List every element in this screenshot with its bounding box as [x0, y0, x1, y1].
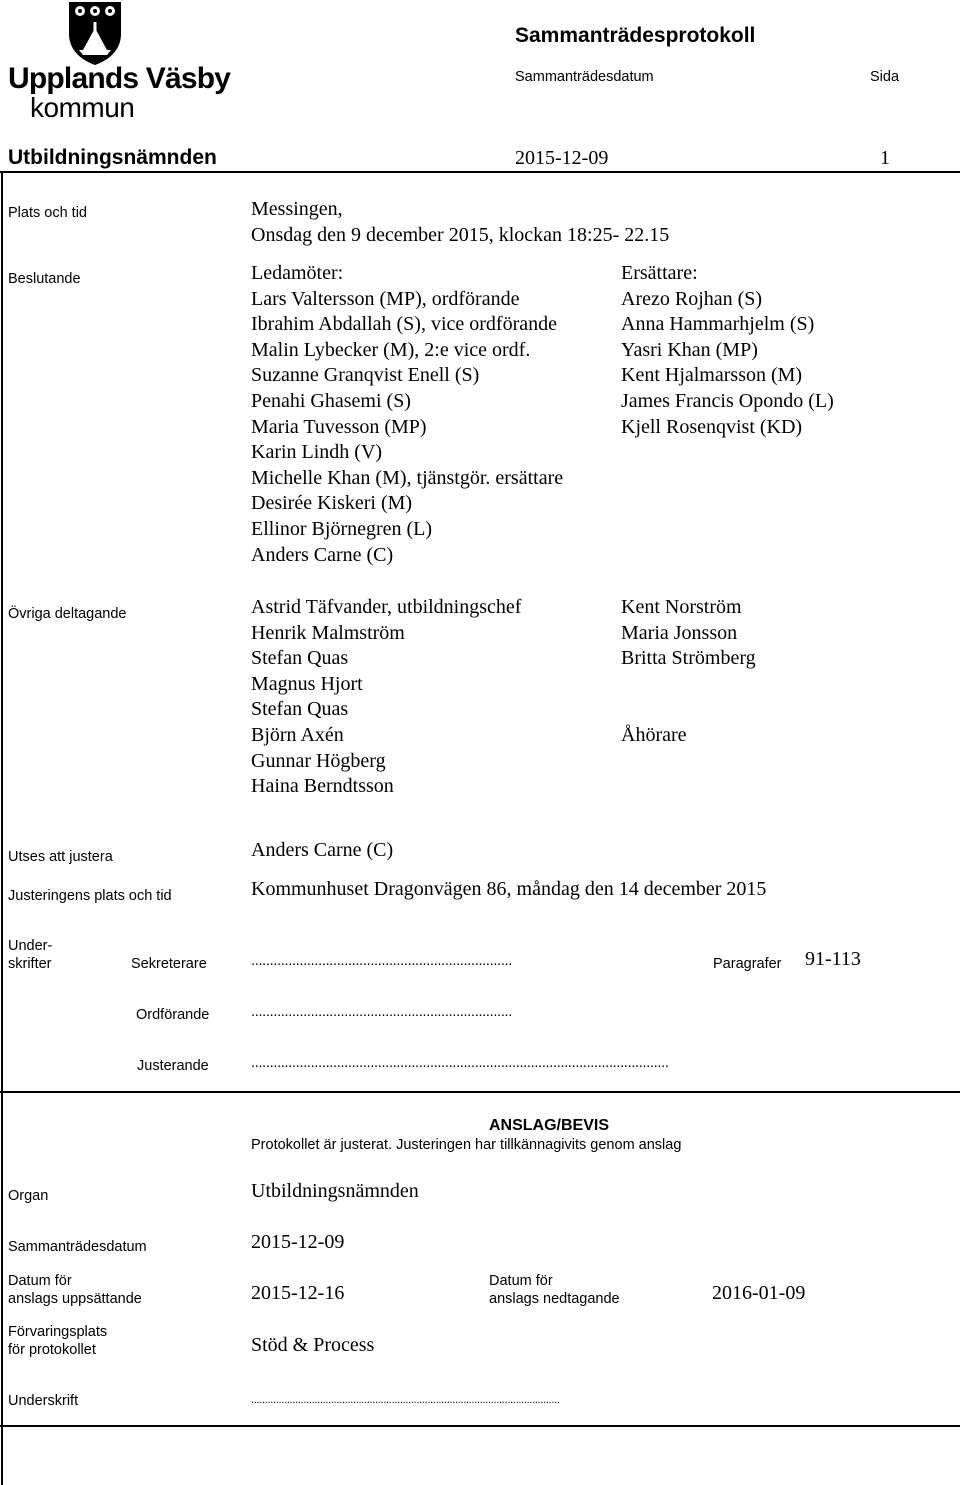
adjuster-chosen-label: Utses att justera — [8, 849, 113, 865]
posted-label-1: Datum för — [8, 1273, 72, 1289]
adjust-place-label: Justeringens plats och tid — [8, 888, 172, 904]
bottom-divider — [0, 1425, 960, 1427]
meeting-date: 2015-12-09 — [515, 147, 609, 169]
coat-of-arms-icon — [65, 0, 125, 66]
list-item: Ledamöter: — [251, 262, 344, 284]
notice-text: Protokollet är justerat. Justeringen har tillkännagivits genom anslag — [251, 1137, 682, 1153]
place-line: Messingen, — [251, 198, 343, 220]
list-item: Kent Norström — [621, 596, 742, 618]
removed-label-2: anslags nedtagande — [489, 1291, 620, 1307]
time-line: Onsdag den 9 december 2015, klockan 18:25- 22.15 — [251, 223, 670, 246]
removed-value: 2016-01-09 — [712, 1282, 806, 1304]
header-divider — [0, 171, 960, 173]
signature-label: Underskrift — [8, 1393, 79, 1409]
removed-label-1: Datum för — [489, 1273, 553, 1289]
list-item: Malin Lybecker (M), 2:e vice ordf. — [251, 338, 531, 361]
logo-subtitle: kommun — [30, 92, 135, 123]
list-item: Gunnar Högberg — [251, 749, 386, 772]
storage-label-2: för protokollet — [8, 1342, 96, 1358]
notice-date-value: 2015-12-09 — [251, 1231, 345, 1253]
notice-date-label: Sammanträdesdatum — [8, 1239, 147, 1255]
list-item: Suzanne Granqvist Enell (S) — [251, 364, 480, 387]
list-item: Yasri Khan (MP) — [621, 338, 758, 361]
header-date-label: Sammanträdesdatum — [515, 69, 654, 85]
list-item: Ibrahim Abdallah (S), vice ordförande — [251, 313, 558, 336]
paragraphs-value: 91-113 — [805, 948, 861, 970]
audience-label: Åhörare — [621, 724, 687, 746]
others-list-2 — [621, 595, 756, 672]
list-item: Maria Tuvesson (MP) — [251, 415, 427, 438]
posted-label-2: anslags uppsättande — [8, 1291, 142, 1307]
list-item: Magnus Hjort — [251, 672, 363, 695]
list-item: Arezo Rojhan (S) — [621, 287, 763, 310]
document-title: Sammanträdesprotokoll — [515, 24, 756, 47]
secretary-label: Sekreterare — [131, 956, 207, 972]
signature-line[interactable]: ................................................................................................................ — [251, 1394, 560, 1406]
list-item: Kent Hjalmarsson (M) — [621, 364, 803, 387]
list-item: Astrid Täfvander, utbildningschef — [251, 596, 522, 618]
adjuster-chosen-value: Anders Carne (C) — [251, 839, 394, 861]
list-item: Lars Valtersson (MP), ordförande — [251, 287, 520, 310]
signatures-label-2: skrifter — [8, 956, 52, 972]
signatures-label-1: Under- — [8, 938, 53, 954]
list-item: Britta Strömberg — [621, 647, 756, 670]
list-item: Stefan Quas — [251, 647, 349, 670]
adjuster-label: Justerande — [137, 1058, 209, 1074]
list-item: Henrik Malmström — [251, 621, 405, 644]
storage-label-1: Förvaringsplats — [8, 1324, 108, 1340]
page-number: 1 — [880, 147, 890, 169]
left-margin-line-top — [1, 171, 3, 1091]
secretary-signature-line[interactable]: ...................................................................... — [251, 953, 513, 969]
decision-label: Beslutande — [8, 271, 81, 287]
committee-name: Utbildningsnämnden — [8, 146, 217, 169]
organ-value: Utbildningsnämnden — [251, 1180, 419, 1202]
list-item: Penahi Ghasemi (S) — [251, 389, 411, 412]
header-page-label: Sida — [870, 69, 900, 85]
chair-label: Ordförande — [136, 1007, 210, 1023]
list-item: Haina Berndtsson — [251, 775, 394, 798]
list-item: James Francis Opondo (L) — [621, 389, 834, 412]
place-label: Plats och tid — [8, 205, 87, 221]
list-item: Desirée Kiskeri (M) — [251, 492, 413, 515]
adjust-place-value: Kommunhuset Dragonvägen 86, måndag den 14 december 2015 — [251, 878, 767, 900]
list-item: Ersättare: — [621, 262, 698, 284]
list-item: Maria Jonsson — [621, 621, 738, 644]
organ-label: Organ — [8, 1188, 49, 1204]
paragraphs-label: Paragrafer — [713, 956, 782, 972]
substitutes-list — [621, 261, 834, 440]
list-item: Anders Carne (C) — [251, 543, 394, 566]
list-item: Björn Axén — [251, 723, 344, 746]
notice-divider — [0, 1091, 960, 1093]
list-item: Ellinor Björnegren (L) — [251, 517, 433, 540]
place-value — [251, 197, 669, 248]
others-label: Övriga deltagande — [8, 606, 127, 622]
chair-signature-line[interactable]: ...................................................................... — [251, 1004, 513, 1020]
members-list — [251, 261, 563, 568]
storage-value: Stöd & Process — [251, 1334, 375, 1356]
municipality-logo — [8, 0, 231, 125]
adjuster-signature-line[interactable]: ................................................................................................................ — [251, 1055, 669, 1071]
list-item: Anna Hammarhjelm (S) — [621, 313, 815, 336]
notice-title: ANSLAG/BEVIS — [489, 1117, 610, 1134]
posted-value: 2015-12-16 — [251, 1282, 345, 1304]
others-list-1 — [251, 595, 521, 800]
list-item: Stefan Quas — [251, 698, 349, 721]
list-item: Michelle Khan (M), tjänstgör. ersättare — [251, 466, 564, 489]
list-item: Karin Lindh (V) — [251, 441, 383, 464]
logo-name: Upplands Väsby — [8, 62, 231, 95]
list-item: Kjell Rosenqvist (KD) — [621, 415, 803, 438]
